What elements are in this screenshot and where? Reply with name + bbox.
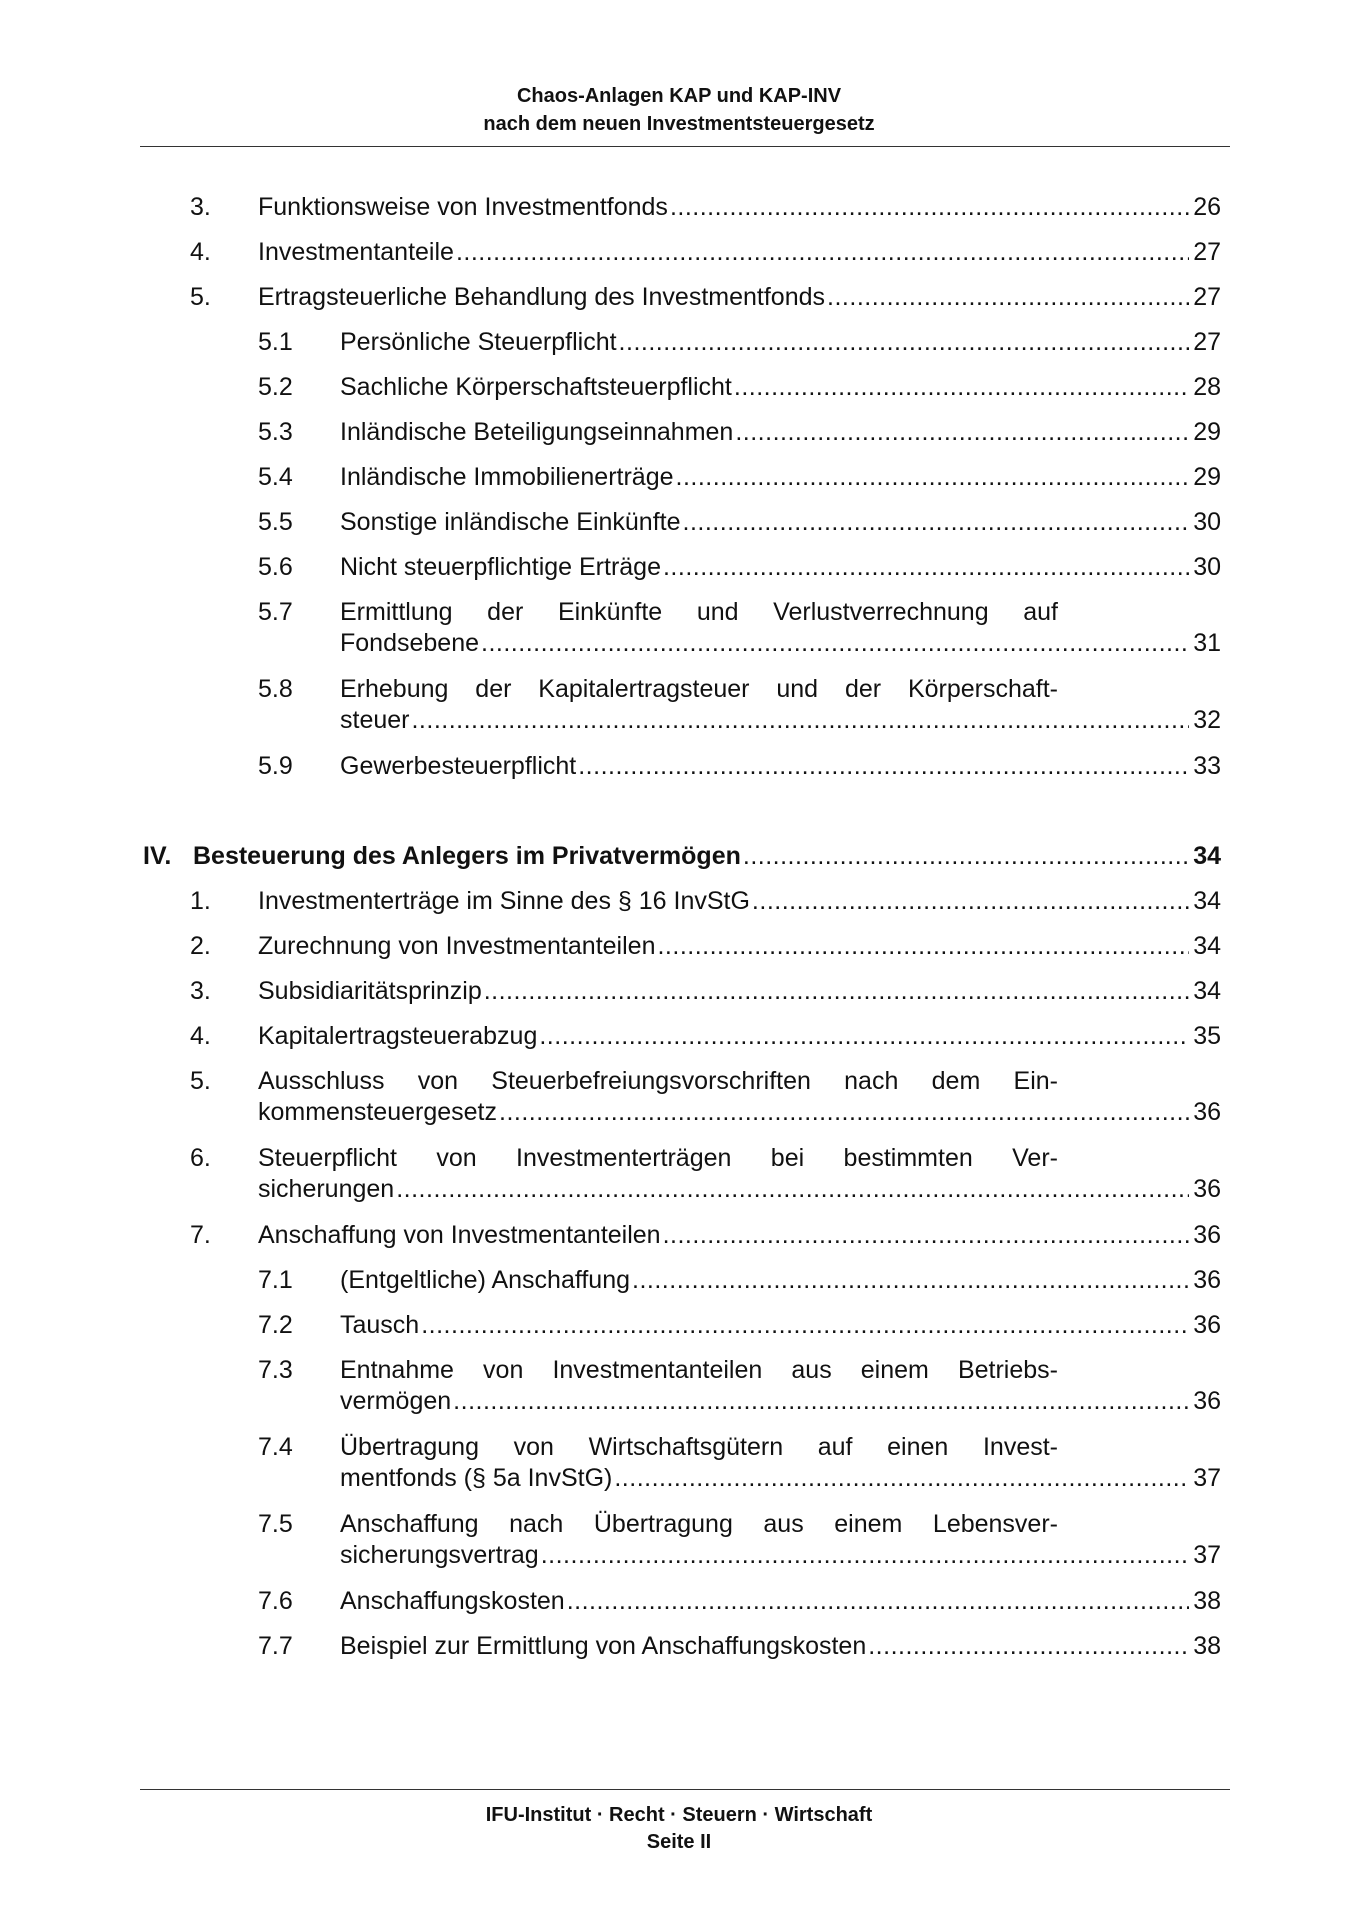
toc-title-first-line: Steuerpflicht von Investmenterträgen bei bestimmten Ver-	[258, 1144, 1058, 1172]
toc-title-first-line: Ermittlung der Einkünfte und Verlustverrechnung auf	[340, 598, 1058, 626]
toc-leader	[484, 977, 1189, 1006]
toc-leader	[676, 463, 1190, 492]
toc-title-first-line: Entnahme von Investmentanteilen aus einem Betriebs-	[340, 1356, 1058, 1384]
toc-page: 34	[1193, 932, 1221, 960]
header-divider	[140, 146, 1230, 147]
toc-title: Kapitalertragsteuerabzug	[258, 1022, 538, 1050]
toc-leader	[539, 1022, 1189, 1051]
toc-leader	[743, 842, 1189, 871]
toc-page: 29	[1193, 418, 1221, 446]
toc-title: Anschaffung von Investmentanteilen	[258, 1221, 661, 1249]
toc-title: Sonstige inländische Einkünfte	[340, 508, 681, 536]
toc-number: 7.1	[258, 1266, 293, 1294]
toc-page: 36	[1193, 1221, 1221, 1249]
toc-leader	[752, 887, 1189, 916]
toc-page: 27	[1193, 328, 1221, 356]
toc-number: 4.	[190, 238, 211, 266]
toc-page: 27	[1193, 238, 1221, 266]
toc-page: 36	[1193, 1311, 1221, 1339]
toc-leader	[663, 1221, 1190, 1250]
toc-number: 7.	[190, 1221, 211, 1249]
toc-number: 7.5	[258, 1510, 293, 1538]
toc-title: sicherungen	[258, 1175, 395, 1203]
toc-chapter-number: IV.	[143, 842, 172, 870]
toc-leader	[683, 508, 1190, 537]
toc-number: 5.8	[258, 675, 293, 703]
toc-page: 27	[1193, 283, 1221, 311]
toc-page: 36	[1193, 1387, 1221, 1415]
toc-number: 3.	[190, 977, 211, 1005]
toc-leader	[541, 1541, 1189, 1570]
toc-page: 37	[1193, 1541, 1221, 1569]
toc-page: 34	[1193, 887, 1221, 915]
toc-page: 36	[1193, 1175, 1221, 1203]
toc-number: 5.3	[258, 418, 293, 446]
toc-page: 37	[1193, 1464, 1221, 1492]
toc-title: Ertragsteuerliche Behandlung des Investmentfonds	[258, 283, 826, 311]
toc-leader	[632, 1266, 1189, 1295]
toc-page: 34	[1193, 842, 1221, 870]
toc-title-first-line: Ausschluss von Steuerbefreiungsvorschriften nach dem Ein-	[258, 1067, 1058, 1095]
page-footer	[0, 1802, 1358, 1856]
toc-leader	[421, 1311, 1189, 1340]
toc-number: 6.	[190, 1144, 211, 1172]
toc-number: 7.3	[258, 1356, 293, 1384]
toc-title: Funktionsweise von Investmentfonds	[258, 193, 668, 221]
toc-number: 7.4	[258, 1433, 293, 1461]
toc-title-first-line: Erhebung der Kapitalertragsteuer und der Körperschaft-	[340, 675, 1058, 703]
toc-number: 2.	[190, 932, 211, 960]
toc-leader	[670, 193, 1189, 222]
toc-title-first-line: Übertragung von Wirtschaftsgütern auf einen Invest-	[340, 1433, 1058, 1461]
toc-title: Fondsebene	[340, 629, 480, 657]
toc-number: 7.2	[258, 1311, 293, 1339]
toc-leader	[453, 1387, 1189, 1416]
toc-leader	[657, 932, 1189, 961]
toc-chapter-title: Besteuerung des Anlegers im Privatvermögen	[193, 842, 741, 870]
toc-title: Beispiel zur Ermittlung von Anschaffungskosten	[340, 1632, 867, 1660]
toc-page: 36	[1193, 1098, 1221, 1126]
toc-leader	[567, 1587, 1189, 1616]
toc-number: 3.	[190, 193, 211, 221]
toc-leader	[619, 328, 1190, 357]
toc-number: 7.7	[258, 1632, 293, 1660]
toc-number: 5.2	[258, 373, 293, 401]
footer-divider	[140, 1789, 1230, 1790]
toc-title: steuer	[340, 706, 410, 734]
toc-title: vermögen	[340, 1387, 452, 1415]
toc-page: 38	[1193, 1587, 1221, 1615]
toc-title: sicherungsvertrag	[340, 1541, 539, 1569]
toc-number: 5.1	[258, 328, 293, 356]
footer-institute: IFU-Institut · Recht · Steuern · Wirtschaft	[485, 1804, 873, 1826]
toc-page: 30	[1193, 553, 1221, 581]
toc-page: 28	[1193, 373, 1221, 401]
toc-title: Subsidiaritätsprinzip	[258, 977, 482, 1005]
toc-title: Tausch	[340, 1311, 420, 1339]
header-title: Chaos-Anlagen KAP und KAP-INV	[516, 85, 842, 107]
toc-title: Inländische Immobilienerträge	[340, 463, 674, 491]
toc-number: 5.4	[258, 463, 293, 491]
toc-leader	[456, 238, 1189, 267]
toc-page: 29	[1193, 463, 1221, 491]
toc-leader	[396, 1175, 1189, 1204]
toc-number: 5.9	[258, 752, 293, 780]
toc-page: 31	[1193, 629, 1221, 657]
toc-leader	[735, 418, 1189, 447]
page-header	[0, 82, 1358, 138]
toc-number: 1.	[190, 887, 211, 915]
toc-page: 34	[1193, 977, 1221, 1005]
toc-leader	[499, 1098, 1189, 1127]
toc-number: 5.	[190, 283, 211, 311]
toc-number: 4.	[190, 1022, 211, 1050]
toc-leader	[734, 373, 1189, 402]
toc-page: 30	[1193, 508, 1221, 536]
header-subtitle: nach dem neuen Investmentsteuergesetz	[483, 113, 875, 135]
toc-title: Zurechnung von Investmentanteilen	[258, 932, 656, 960]
toc-title: Nicht steuerpflichtige Erträge	[340, 553, 661, 581]
toc-title: (Entgeltliche) Anschaffung	[340, 1266, 631, 1294]
toc-number: 5.5	[258, 508, 293, 536]
toc-number: 5.6	[258, 553, 293, 581]
toc-title: Sachliche Körperschaftsteuerpflicht	[340, 373, 732, 401]
toc-leader	[868, 1632, 1189, 1661]
footer-page-number: Seite II	[646, 1831, 712, 1853]
toc-leader	[411, 706, 1189, 735]
toc-number: 5.7	[258, 598, 293, 626]
toc-leader	[578, 752, 1189, 781]
toc-leader	[663, 553, 1189, 582]
toc-page: 36	[1193, 1266, 1221, 1294]
toc-title: Anschaffungskosten	[340, 1587, 565, 1615]
toc-title: Persönliche Steuerpflicht	[340, 328, 617, 356]
toc-title: kommensteuergesetz	[258, 1098, 498, 1126]
toc-leader	[614, 1464, 1189, 1493]
toc-page: 33	[1193, 752, 1221, 780]
toc-page: 32	[1193, 706, 1221, 734]
toc-leader	[481, 629, 1189, 658]
toc-title: Investmenterträge im Sinne des § 16 InvStG	[258, 887, 750, 915]
toc-number: 7.6	[258, 1587, 293, 1615]
toc-page: 26	[1193, 193, 1221, 221]
toc-leader	[827, 283, 1189, 312]
toc-page: 35	[1193, 1022, 1221, 1050]
toc-title: Inländische Beteiligungseinnahmen	[340, 418, 734, 446]
toc-title: Investmentanteile	[258, 238, 454, 266]
toc-page: 38	[1193, 1632, 1221, 1660]
toc-title: Gewerbesteuerpflicht	[340, 752, 577, 780]
toc-number: 5.	[190, 1067, 211, 1095]
toc-title-first-line: Anschaffung nach Übertragung aus einem Lebensver-	[340, 1510, 1058, 1538]
toc-title: mentfonds (§ 5a InvStG)	[340, 1464, 613, 1492]
